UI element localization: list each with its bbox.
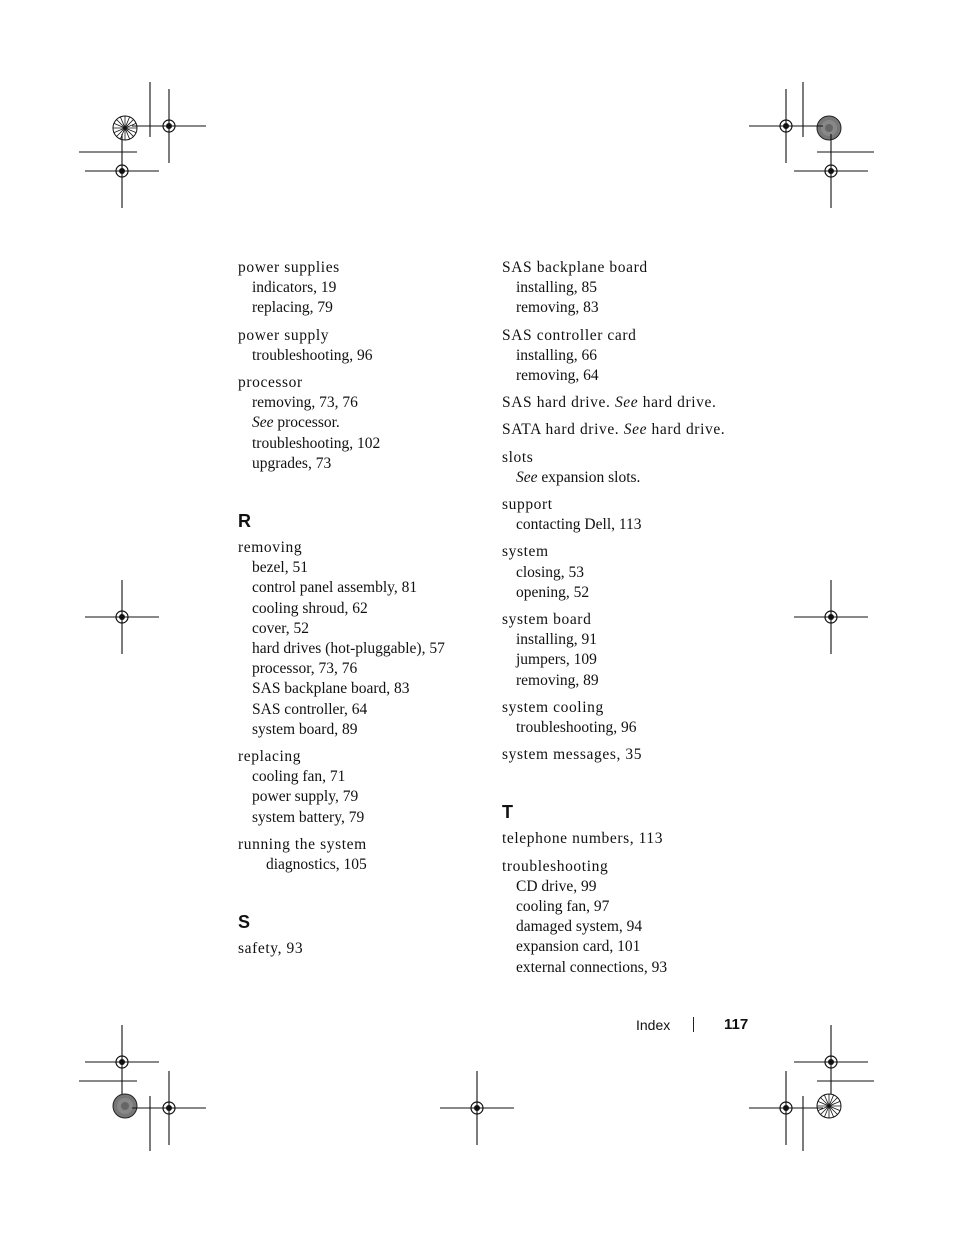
see-target: processor. <box>277 414 340 432</box>
bottom-marks <box>79 1025 874 1151</box>
entry-heading: slots <box>502 448 534 466</box>
index-entry <box>238 538 498 740</box>
top-right-marks <box>749 82 874 208</box>
entry-heading: system <box>502 543 549 561</box>
index-entry <box>502 258 762 319</box>
entry-term: SAS hard drive. <box>502 394 615 412</box>
subentry: system board, 89 <box>252 720 358 738</box>
index-entry <box>502 857 762 978</box>
entry-heading <box>502 420 762 440</box>
index-entry <box>238 373 498 474</box>
entry-heading: system board <box>502 611 592 629</box>
top-left-marks <box>79 82 206 208</box>
index-entry <box>238 747 498 828</box>
entry-heading: power supplies <box>238 259 340 276</box>
index-entry <box>502 745 762 765</box>
subentry: upgrades, 73 <box>252 454 332 472</box>
index-column-left <box>238 258 498 966</box>
subentry: installing, 85 <box>516 279 597 297</box>
subentry: removing, 89 <box>516 671 599 689</box>
subentry: troubleshooting, 96 <box>252 346 373 364</box>
subentry: cooling shroud, 62 <box>252 599 368 617</box>
index-entry <box>238 326 498 366</box>
subentry: troubleshooting, 102 <box>252 434 381 452</box>
subentry: replacing, 79 <box>252 299 333 317</box>
entry-heading: support <box>502 496 553 514</box>
see-word: See <box>614 394 639 412</box>
see-word: See <box>252 414 274 432</box>
index-column-right <box>502 258 762 985</box>
index-entry <box>502 829 762 849</box>
subentry: installing, 66 <box>516 346 597 364</box>
subentry: installing, 91 <box>516 631 597 649</box>
entry-heading: system messages, 35 <box>502 746 643 764</box>
subentry: indicators, 19 <box>252 279 337 297</box>
subentry: bezel, 51 <box>252 559 308 577</box>
section-letter-s: S <box>238 912 251 933</box>
index-entry <box>502 542 762 603</box>
index-entry <box>502 420 762 440</box>
subentry: SAS backplane board, 83 <box>252 680 410 698</box>
entry-heading: replacing <box>238 748 302 766</box>
footer-separator <box>693 1017 694 1032</box>
subentry: external connections, 93 <box>516 958 668 976</box>
index-entry <box>238 835 498 875</box>
see-word: See <box>516 468 538 486</box>
entry-heading: system cooling <box>502 698 604 716</box>
entry-heading: processor <box>238 374 303 392</box>
entry-term: SATA hard drive. <box>502 421 624 439</box>
subentry: CD drive, 99 <box>516 877 597 895</box>
entry-heading: removing <box>238 539 303 557</box>
subentry: processor, 73, 76 <box>252 660 358 678</box>
page-number: 117 <box>724 1016 749 1033</box>
index-entry <box>502 326 762 387</box>
subentry: damaged system, 94 <box>516 918 643 936</box>
entry-heading: troubleshooting <box>502 857 609 875</box>
entry-heading: telephone numbers, 113 <box>502 830 664 848</box>
see-reference <box>502 468 762 488</box>
subentry: removing, 73, 76 <box>252 394 358 412</box>
subentry: hard drives (hot-pluggable), 57 <box>252 640 445 658</box>
index-entry <box>238 258 498 319</box>
footer-section-label: Index <box>636 1017 671 1033</box>
see-reference <box>238 413 498 433</box>
subentry: closing, 53 <box>516 563 585 581</box>
subentry: contacting Dell, 113 <box>516 516 642 534</box>
subentry: cooling fan, 71 <box>252 768 346 786</box>
index-entry <box>502 448 762 488</box>
see-target: hard drive. <box>638 394 717 412</box>
entry-heading: safety, 93 <box>238 940 304 958</box>
subentry: system battery, 79 <box>252 808 365 826</box>
index-entry <box>502 698 762 738</box>
entry-heading <box>502 393 762 413</box>
see-word: See <box>623 421 648 439</box>
entry-heading: running the system <box>238 835 367 853</box>
subentry: opening, 52 <box>516 583 590 601</box>
subentry: troubleshooting, 96 <box>516 719 637 737</box>
subentry: cooling fan, 97 <box>516 898 610 916</box>
see-target: expansion slots. <box>541 468 641 486</box>
section-letter-t: T <box>502 802 513 823</box>
entry-heading: SAS controller card <box>502 326 637 344</box>
section-letter-r: R <box>238 511 251 532</box>
index-entry <box>502 393 762 413</box>
see-target: hard drive. <box>647 421 726 439</box>
subentry: control panel assembly, 81 <box>252 579 418 597</box>
entry-continuation: diagnostics, 105 <box>266 856 367 874</box>
page-footer <box>620 1013 760 1035</box>
subentry: removing, 64 <box>516 367 599 385</box>
subentry: expansion card, 101 <box>516 938 641 956</box>
entry-heading: SAS backplane board <box>502 259 648 276</box>
subentry: SAS controller, 64 <box>252 700 368 718</box>
index-entry <box>502 495 762 535</box>
subentry: cover, 52 <box>252 619 310 637</box>
subentry: removing, 83 <box>516 299 599 317</box>
index-entry <box>502 610 762 691</box>
entry-heading: power supply <box>238 326 330 344</box>
subentry: power supply, 79 <box>252 788 359 806</box>
subentry: jumpers, 109 <box>516 651 597 669</box>
index-entry <box>238 939 498 959</box>
